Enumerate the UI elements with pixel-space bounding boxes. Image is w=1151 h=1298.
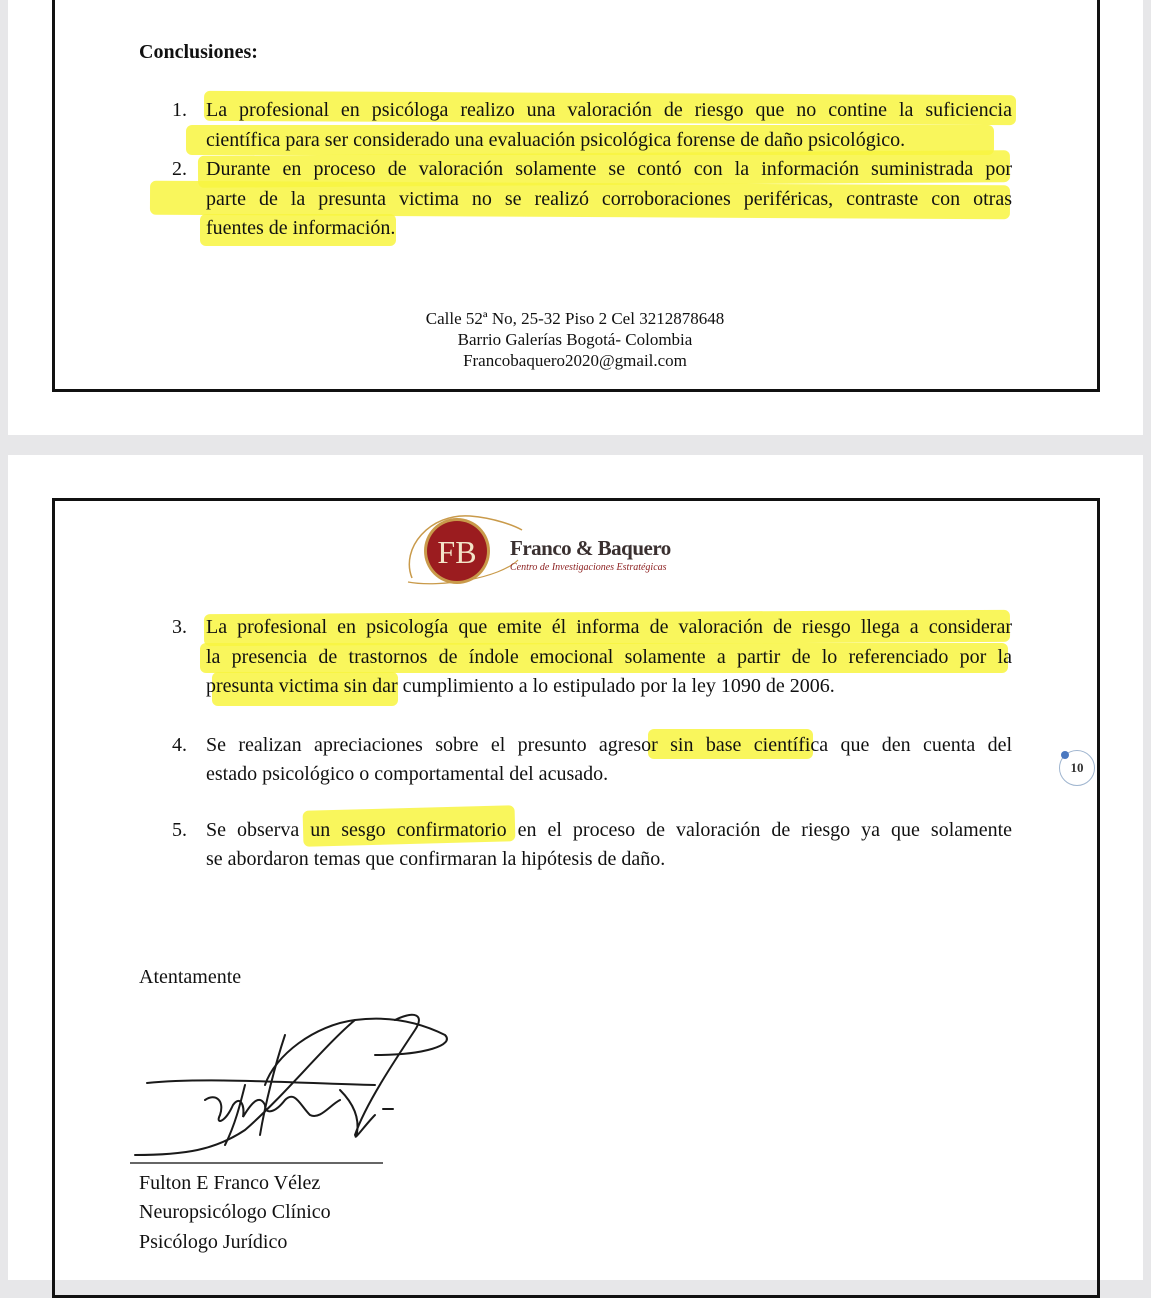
list-item-number: 2. (172, 158, 187, 180)
list-item-line: la presencia de trastornos de índole emocional solamente a partir de lo referenciado por la (206, 646, 1012, 668)
list-item-line: La profesional en psicología que emite él informa de valoración de riesgo llega a considerar (206, 616, 1012, 638)
badge-dot-icon (1061, 751, 1069, 759)
signer-title-1: Neuropsicólogo Clínico (139, 1201, 331, 1223)
list-item-line: fuentes de información. (206, 217, 396, 239)
list-item-line: Se realizan apreciaciones sobre el presunto agresor sin base científica que den cuenta del (206, 734, 1012, 756)
list-item-line: se abordaron temas que confirmaran la hipótesis de daño. (206, 848, 666, 870)
signer-name: Fulton E Franco Vélez (139, 1172, 321, 1194)
list-item-number: 4. (172, 734, 187, 756)
closing-text: Atentamente (139, 966, 242, 988)
logo-monogram: FB (437, 534, 477, 570)
signature-icon (125, 1005, 465, 1170)
signer-title-2: Psicólogo Jurídico (139, 1231, 288, 1253)
list-item-line: parte de la presunta victima no se realizó corroboraciones periféricas, contraste con otras (206, 188, 1012, 210)
list-item-number: 1. (172, 99, 187, 121)
list-item-line: Se observa un sesgo confirmatorio en el proceso de valoración de riesgo ya que solamente (206, 819, 1012, 841)
logo-name: Franco & Baquero (510, 536, 671, 560)
page-number-badge[interactable]: 10 (1059, 750, 1095, 786)
list-item-line: La profesional en psicóloga realizo una valoración de riesgo que no contine la suficiencia (206, 99, 1012, 121)
list-item-line: científica para ser considerado una evaluación psicológica forense de daño psicológico. (206, 129, 906, 151)
list-item-line: Durante en proceso de valoración solamente se contó con la información suministrada por (206, 158, 1012, 180)
list-item-number: 3. (172, 616, 187, 638)
footer-address: Calle 52ª No, 25-32 Piso 2 Cel 3212878648 (425, 309, 725, 328)
list-item-line: estado psicológico o comportamental del acusado. (206, 763, 609, 785)
logo-tagline: Centro de Investigaciones Estratégicas (510, 562, 667, 573)
list-item-number: 5. (172, 819, 187, 841)
conclusions-heading: Conclusiones: (139, 41, 258, 63)
list-item-line: presunta victima sin dar cumplimiento a lo estipulado por la ley 1090 de 2006. (206, 675, 835, 697)
footer-email: Francobaquero2020@gmail.com (463, 351, 687, 370)
footer-city: Barrio Galerías Bogotá- Colombia (457, 330, 693, 349)
